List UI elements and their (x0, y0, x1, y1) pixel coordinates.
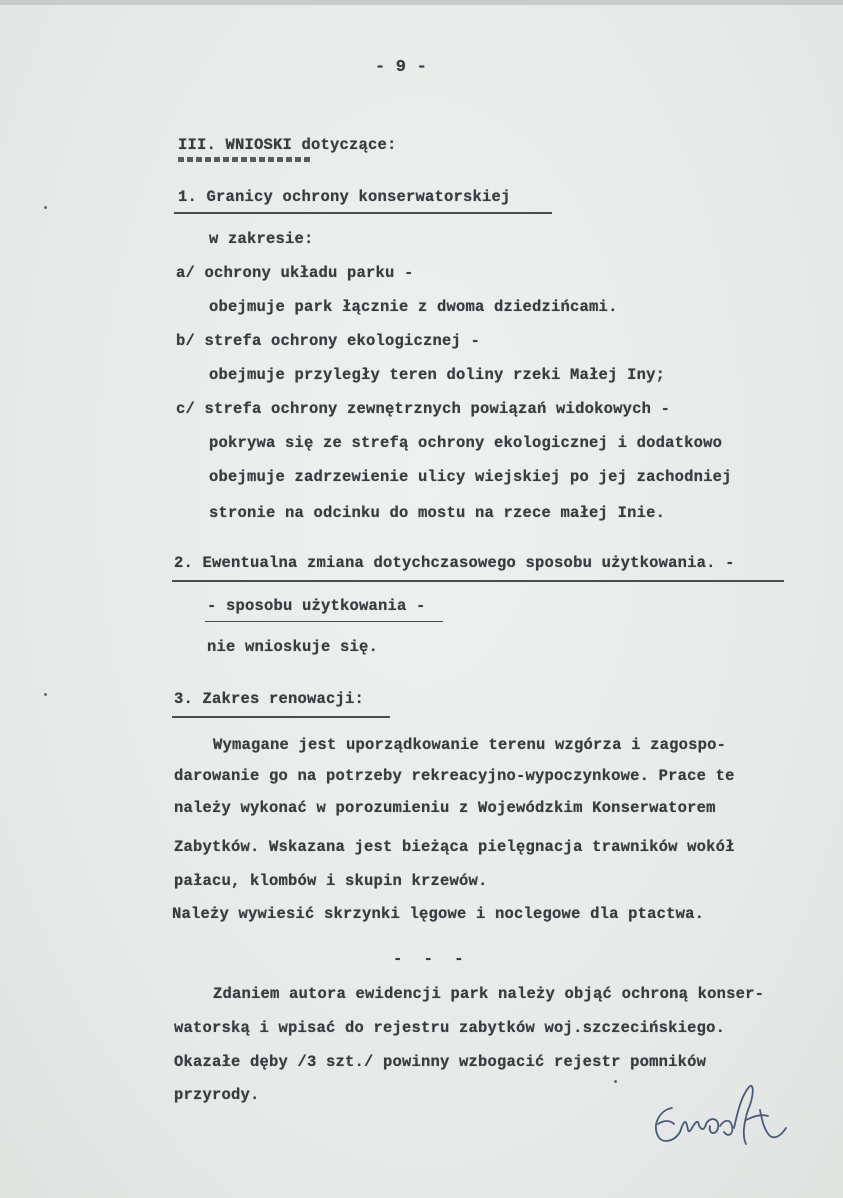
section2-subtitle-underline (205, 621, 443, 622)
section3-line: Należy wywiesić skrzynki lęgowe i noclegowe dla ptactwa. (172, 905, 705, 923)
closing-line: watorską i wpisać do rejestru zabytków woj.szczecińskiego. (174, 1019, 726, 1037)
section1-intro: w zakresie: (209, 230, 314, 248)
ink-dot (614, 1080, 617, 1083)
item-b-label: b/ strefa ochrony ekologicznej - (176, 332, 481, 350)
section3-underline (172, 716, 390, 718)
separator: - - - (393, 950, 470, 968)
margin-dot (44, 206, 47, 209)
section2-subtitle: - sposobu użytkowania - (207, 597, 426, 615)
margin-dot (44, 693, 47, 696)
closing-line: Okazałe dęby /3 szt./ powinny wzbogacić rejestr pomników (174, 1053, 707, 1071)
section1-title: 1. Granicy ochrony konserwatorskiej (178, 188, 511, 206)
section1-underline (174, 212, 552, 214)
item-c-line3: stronie na odcinku do mostu na rzece małej Inie. (209, 504, 666, 522)
page-edge (0, 0, 843, 5)
handwritten-signature (650, 1080, 795, 1150)
item-a-label: a/ ochrony układu parku - (176, 264, 414, 282)
closing-line: Zdaniem autora ewidencji park należy objąć ochroną konser- (213, 985, 765, 1003)
item-b-text: obejmuje przyległy teren doliny rzeki Małej Iny; (209, 366, 666, 384)
section3-line: Wymagane jest uporządkowanie terenu wzgórza i zagospo- (213, 736, 727, 754)
item-a-text: obejmuje park łącznie z dwoma dziedzińcami. (209, 298, 618, 316)
section2-underline (172, 580, 784, 582)
section3-line: darowanie go na potrzeby rekreacyjno-wypoczynkowe. Prace te (174, 767, 735, 785)
section3-title: 3. Zakres renowacji: (174, 690, 365, 708)
item-c-line1: pokrywa się ze strefą ochrony ekologicznej i dodatkowo (209, 434, 723, 452)
heading-double-underline (178, 157, 310, 162)
item-c-label: c/ strefa ochrony zewnętrznych powiązań widokowych - (176, 400, 671, 418)
page-number: - 9 - (375, 58, 428, 77)
section3-line: Zabytków. Wskazana jest bieżąca pielęgnacja trawników wokół (174, 838, 735, 856)
section3-line: pałacu, klombów i skupin krzewów. (174, 872, 488, 890)
section-heading: III. WNIOSKI dotyczące: (178, 136, 397, 154)
section2-title: 2. Ewentualna zmiana dotychczasowego sposobu użytkowania. - (174, 554, 735, 572)
item-c-line2: obejmuje zadrzewienie ulicy wiejskiej po jej zachodniej (209, 468, 732, 486)
section3-line: należy wykonać w porozumieniu z Wojewódzkim Konserwatorem (174, 799, 716, 817)
section2-text: nie wnioskuje się. (207, 638, 379, 656)
closing-line: przyrody. (174, 1086, 260, 1104)
